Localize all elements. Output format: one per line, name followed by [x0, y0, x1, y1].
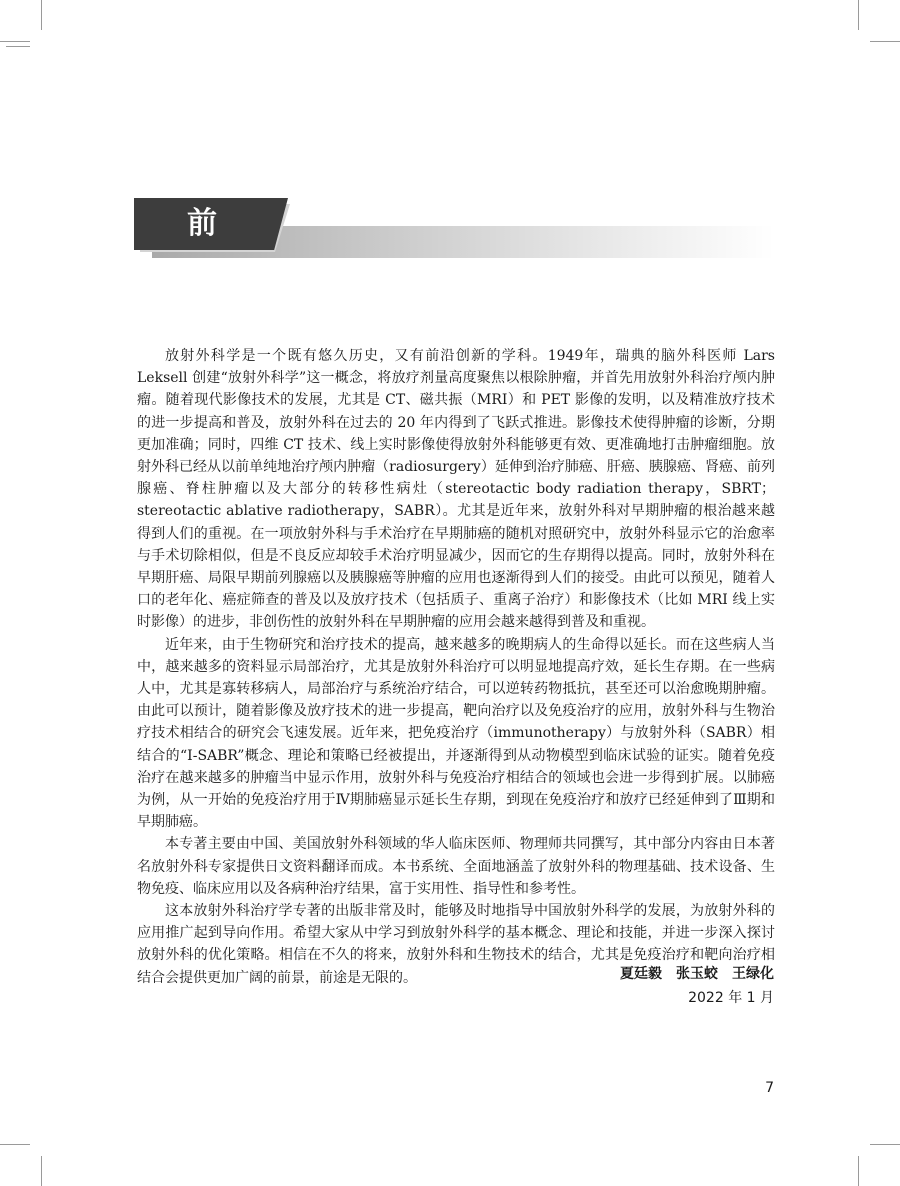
signature-date: 2022 年 1 月: [688, 990, 774, 1006]
preface-body: [137, 345, 775, 989]
crop-mark: [0, 41, 30, 42]
crop-mark: [870, 1144, 900, 1145]
paragraph: 本专著主要由中国、美国放射外科领域的华人临床医师、物理师共同撰写，其中部分内容由日本著名放射外科专家提供日文资料翻译而成。本书系统、全面地涵盖了放射外科的物理基础、技术设备、生物免疫、临床应用以及各病种治疗结果，富于实用性、指导性和参考性。: [137, 836, 775, 897]
crop-mark: [41, 1156, 42, 1186]
author-names: 夏廷毅 张玉蛟 王绿化: [620, 966, 774, 982]
page-number: 7: [765, 1080, 774, 1096]
paragraph: 这本放射外科治疗学专著的出版非常及时，能够及时地指导中国放射外科学的发展，为放射外科的应用推广起到导向作用。希望大家从中学习到放射外科学的基本概念、理论和技能，并进一步深入探讨放射外科的优化策略。相信在不久的将来，放射外科和生物技术的结合，尤其是免疫治疗和靶向治疗相结合会提供更加广阔的前景，前途是无限的。: [137, 903, 775, 986]
crop-mark: [6, 46, 30, 47]
crop-mark: [0, 1144, 30, 1145]
crop-mark: [858, 1156, 859, 1186]
preface-heading-banner: [134, 198, 774, 293]
page-title: 前 言: [176, 206, 299, 293]
crop-mark: [870, 41, 900, 42]
paragraph: 放射外科学是一个既有悠久历史，又有前沿创新的学科。1949年，瑞典的脑外科医师 Lars Leksell 创建“放射外科学”这一概念，将放疗剂量高度聚焦以根除肿瘤，并首先用放射外科治疗颅内肿瘤。随着现代影像技术的发展，尤其是 CT、磁共振（MRI）和 PET 影像的发明，以及精准放疗技术的进一步提高和普及，放射外科在过去的 20 年内得到了飞跃式推进。影像技术使得肿瘤的诊断，分期更加准确；同时，四维 CT 技术、线上实时影像使得放射外科能够更有效、更准确地打击肿瘤细胞。放射外科已经从以前单纯地治疗颅内肿瘤（radiosurgery）延伸到治疗肺癌、肝癌、胰腺癌、肾癌、前列腺癌、脊柱肿瘤以及大部分的转移性病灶（stereotactic body radiation therapy，SBRT；stereotactic ablative radiotherapy，SABR）。尤其是近年来，放射外科对早期肿瘤的根治越来越得到人们的重视。在一项放射外科与手术治疗在早期肺癌的随机对照研究中，放射外科显示它的治愈率与手术切除相似，但是不良反应却较手术治疗明显减少，因而它的生存期得以提高。同时，放射外科在早期肝癌、局限早期前列腺癌以及胰腺癌等肿瘤的应用也逐渐得到人们的接受。由此可以预见，随着人口的老年化、癌症筛查的普及以及放疗技术（包括质子、重离子治疗）和影像技术（比如 MRI 线上实时影像）的进步，非创伤性的放射外科在早期肿瘤的应用会越来越得到普及和重视。: [137, 348, 775, 631]
paragraph: 近年来，由于生物研究和治疗技术的提高，越来越多的晚期病人的生命得以延长。而在这些病人当中，越来越多的资料显示局部治疗，尤其是放射外科治疗可以明显地提高疗效，延长生存期。在一些病人中，尤其是寡转移病人，局部治疗与系统治疗结合，可以逆转药物抵抗，甚至还可以治愈晚期肿瘤。由此可以预计，随着影像及放疗技术的进一步提高，靶向治疗以及免疫治疗的应用，放射外科与生物治疗技术相结合的研究会飞速发展。近年来，把免疫治疗（immunotherapy）与放射外科（SABR）相结合的“I-SABR”概念、理论和策略已经被提出，并逐渐得到从动物模型到临床试验的证实。随着免疫治疗在越来越多的肿瘤当中显示作用，放射外科与免疫治疗相结合的领域也会进一步得到扩展。以肺癌为例，从一开始的免疫治疗用于Ⅳ期肺癌显示延长生存期，到现在免疫治疗和放疗已经延伸到了Ⅲ期和早期肺癌。: [137, 636, 775, 831]
signature-block: [620, 962, 774, 1010]
crop-mark: [858, 0, 859, 30]
crop-mark: [41, 0, 42, 30]
